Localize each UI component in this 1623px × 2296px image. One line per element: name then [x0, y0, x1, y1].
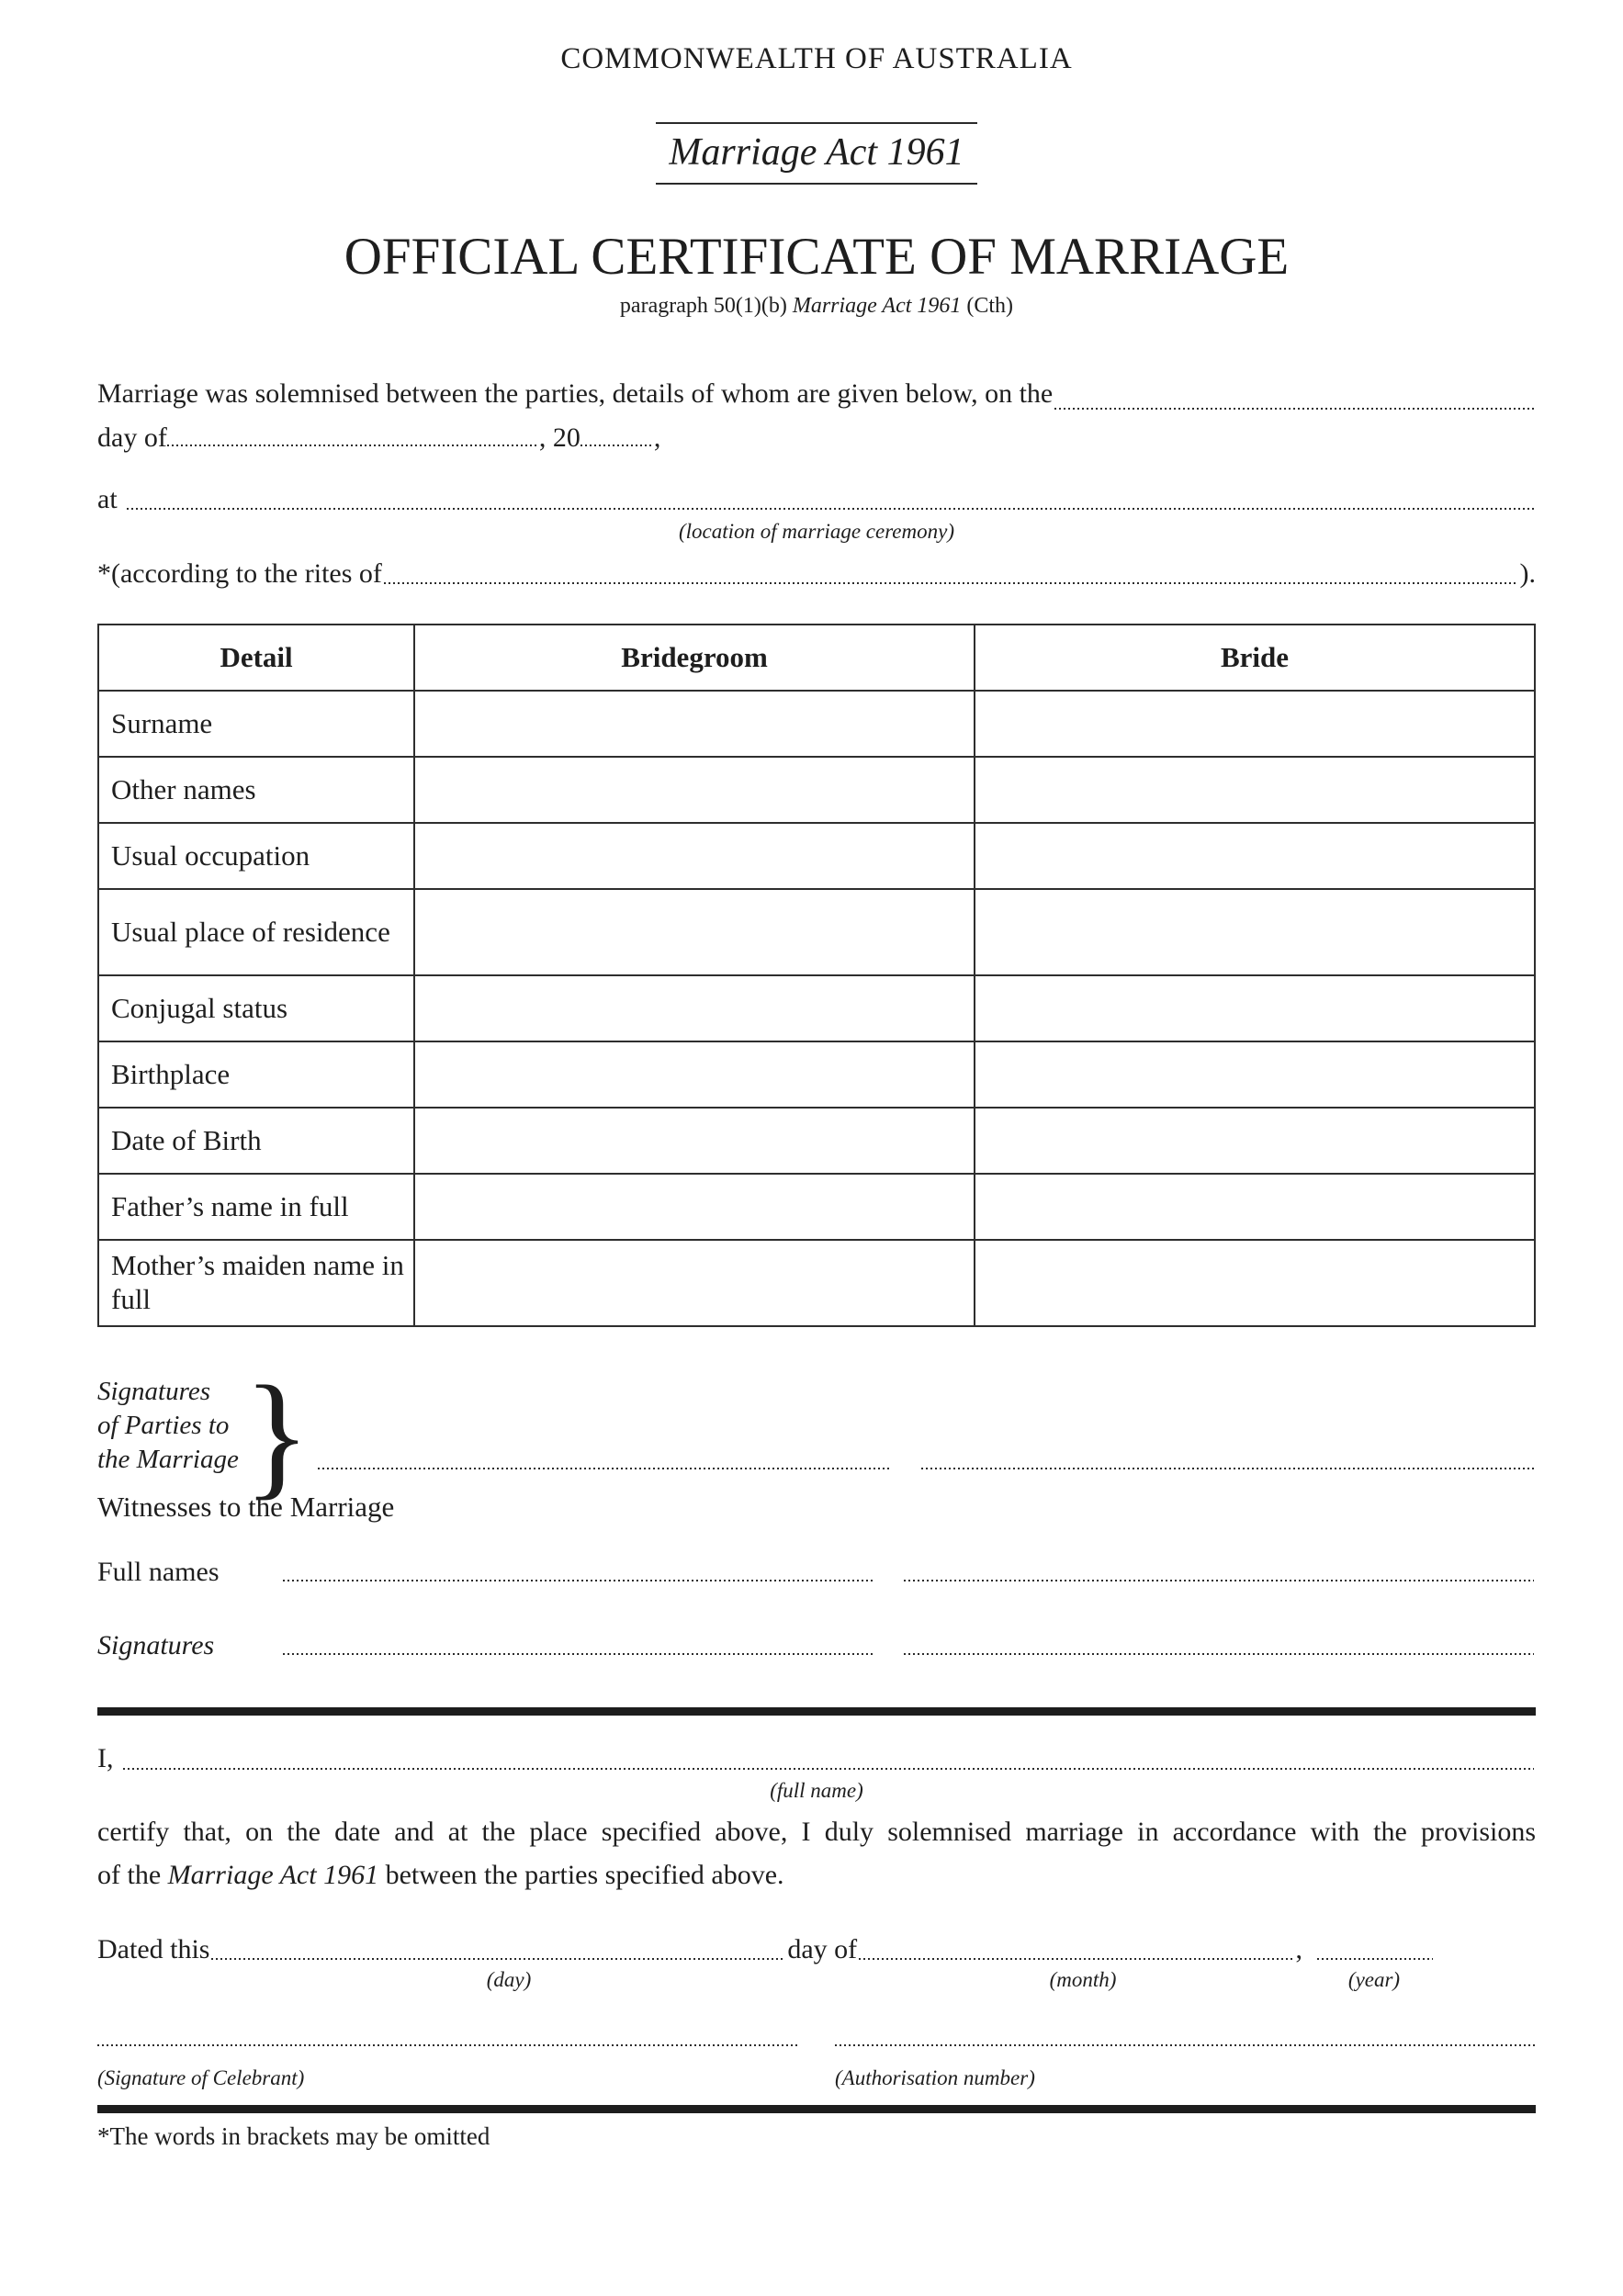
signatures-label: Signatures	[97, 1630, 215, 1661]
table-row	[98, 823, 1535, 889]
marriage-date-field[interactable]	[1054, 401, 1534, 410]
comma-20-label: , 20	[538, 422, 580, 453]
act-reference-act: Marriage Act 1961	[792, 294, 962, 318]
row-label-conjugal-status: Conjugal status	[98, 975, 414, 1041]
intro-line-2	[97, 416, 1536, 460]
year-caption: (year)	[1347, 1968, 1401, 1992]
certify-paragraph	[97, 1810, 1536, 1897]
certify-line-2-prefix: of the	[97, 1860, 168, 1891]
dated-line	[97, 1932, 1435, 1967]
celebrant-signature-section	[97, 2038, 1536, 2090]
curly-brace-icon: }	[243, 1356, 310, 1512]
row-label-other-names: Other names	[98, 757, 414, 823]
bridegroom-conjugal-status-cell[interactable]	[414, 975, 975, 1041]
table-row	[98, 1240, 1535, 1326]
celebrant-full-name-field[interactable]	[123, 1761, 1535, 1770]
bridegroom-birthplace-cell[interactable]	[414, 1041, 975, 1108]
celebrant-signature-field[interactable]	[97, 2038, 798, 2046]
row-label-residence: Usual place of residence	[98, 889, 414, 975]
trailing-comma: ,	[653, 422, 661, 453]
bride-date-of-birth-cell[interactable]	[975, 1108, 1535, 1174]
header-bride: Bride	[975, 625, 1535, 691]
i-label: I,	[97, 1743, 114, 1774]
intro-line-1	[97, 372, 1536, 416]
header-bridegroom: Bridegroom	[414, 625, 975, 691]
commonwealth-heading: COMMONWEALTH OF AUSTRALIA	[560, 42, 1073, 75]
dated-captions-row	[97, 1968, 1435, 1998]
dated-section	[97, 1932, 1536, 1998]
solemnised-text: Marriage was solemnised between the parties, details of whom are given below, on the	[97, 378, 1054, 409]
day-of-label: day of	[97, 422, 167, 453]
bride-signature-field[interactable]	[921, 1461, 1534, 1469]
witness-1-full-name-field[interactable]	[283, 1573, 873, 1581]
footnote: *The words in brackets may be omitted	[97, 2122, 490, 2151]
section-divider-rule	[97, 1707, 1536, 1716]
table-row	[98, 757, 1535, 823]
row-label-father-name: Father’s name in full	[98, 1174, 414, 1240]
at-label: at	[97, 484, 118, 514]
table-row	[98, 691, 1535, 757]
parties-signatures-label	[97, 1375, 249, 1476]
location-caption: (location of marriage ceremony)	[679, 519, 954, 543]
witness-2-full-name-field[interactable]	[904, 1573, 1534, 1581]
marriage-day-field[interactable]	[167, 445, 539, 446]
rites-prefix: *(according to the rites of	[97, 557, 382, 589]
full-name-caption: (full name)	[770, 1778, 863, 1802]
table-row	[98, 975, 1535, 1041]
witness-full-names-row	[97, 1557, 1536, 1588]
table-header-row	[98, 625, 1535, 691]
celebrant-name-row	[97, 1741, 1536, 1776]
witness-2-signature-field[interactable]	[904, 1647, 1534, 1655]
row-label-surname: Surname	[98, 691, 414, 757]
header-detail: Detail	[98, 625, 414, 691]
bride-surname-cell[interactable]	[975, 691, 1535, 757]
intro-paragraph	[97, 372, 1536, 460]
ceremony-location-field[interactable]	[127, 502, 1534, 511]
bridegroom-residence-cell[interactable]	[414, 889, 975, 975]
bride-father-name-cell[interactable]	[975, 1174, 1535, 1240]
act-title-block	[97, 122, 1536, 185]
witness-1-signature-field[interactable]	[283, 1647, 873, 1655]
table-row	[98, 1174, 1535, 1240]
act-reference-prefix: paragraph 50(1)(b)	[619, 294, 793, 318]
parties-label-line-2: of Parties to	[97, 1410, 230, 1440]
bride-residence-cell[interactable]	[975, 889, 1535, 975]
act-reference-suffix: (Cth)	[961, 294, 1014, 318]
bridegroom-date-of-birth-cell[interactable]	[414, 1108, 975, 1174]
bridegroom-surname-cell[interactable]	[414, 691, 975, 757]
act-title: Marriage Act 1961	[656, 122, 976, 185]
authorisation-number-col	[835, 2038, 1536, 2090]
bride-conjugal-status-cell[interactable]	[975, 975, 1535, 1041]
page-title: OFFICIAL CERTIFICATE OF MARRIAGE	[344, 228, 1290, 286]
dated-month-field[interactable]	[859, 1952, 1293, 1960]
bridegroom-occupation-cell[interactable]	[414, 823, 975, 889]
dated-day-field[interactable]	[211, 1952, 785, 1960]
bridegroom-other-names-cell[interactable]	[414, 757, 975, 823]
table-row	[98, 1108, 1535, 1174]
dated-year-field[interactable]	[1317, 1952, 1433, 1960]
dated-this-label: Dated this	[97, 1933, 210, 1964]
marriage-year-field[interactable]	[580, 445, 654, 446]
location-row	[97, 482, 1536, 517]
bridegroom-father-name-cell[interactable]	[414, 1174, 975, 1240]
certify-line-2-suffix: between the parties specified above.	[378, 1860, 784, 1891]
row-label-mother-name: Mother’s maiden name in full	[98, 1240, 414, 1326]
rites-suffix: ).	[1519, 557, 1536, 589]
bride-birthplace-cell[interactable]	[975, 1041, 1535, 1108]
certify-line-2	[97, 1853, 1536, 1896]
dated-day-of-label: day of	[787, 1933, 858, 1964]
bride-occupation-cell[interactable]	[975, 823, 1535, 889]
witnesses-heading: Witnesses to the Marriage	[97, 1491, 395, 1524]
authorisation-number-field[interactable]	[835, 2038, 1536, 2046]
row-label-date-of-birth: Date of Birth	[98, 1108, 414, 1174]
dated-comma: ,	[1295, 1933, 1302, 1964]
full-names-label: Full names	[97, 1557, 220, 1588]
footer-divider-rule	[97, 2105, 1536, 2113]
bride-other-names-cell[interactable]	[975, 757, 1535, 823]
bride-mother-name-cell[interactable]	[975, 1240, 1535, 1326]
parties-label-line-1: Signatures	[97, 1377, 210, 1406]
bridegroom-signature-field[interactable]	[318, 1461, 890, 1469]
row-label-occupation: Usual occupation	[98, 823, 414, 889]
day-caption: (day)	[486, 1968, 532, 1992]
rites-field[interactable]	[384, 576, 1518, 584]
celebrant-signature-col	[97, 2038, 798, 2090]
bridegroom-mother-name-cell[interactable]	[414, 1240, 975, 1326]
signature-of-celebrant-caption: (Signature of Celebrant)	[97, 2066, 305, 2090]
certify-act-name: Marriage Act 1961	[167, 1860, 379, 1891]
certify-line-1: certify that, on the date and at the place specified above, I duly solemnised marriage in accordance with the provisions	[97, 1816, 1536, 1847]
witness-signatures-row	[97, 1630, 1536, 1661]
details-table	[97, 624, 1536, 1327]
table-row	[98, 1041, 1535, 1108]
parties-label-line-3: the Marriage	[97, 1444, 239, 1474]
rites-row	[97, 557, 1536, 591]
row-label-birthplace: Birthplace	[98, 1041, 414, 1108]
authorisation-number-caption: (Authorisation number)	[835, 2066, 1035, 2090]
table-row	[98, 889, 1535, 975]
act-reference	[97, 294, 1536, 319]
month-caption: (month)	[1049, 1968, 1117, 1992]
